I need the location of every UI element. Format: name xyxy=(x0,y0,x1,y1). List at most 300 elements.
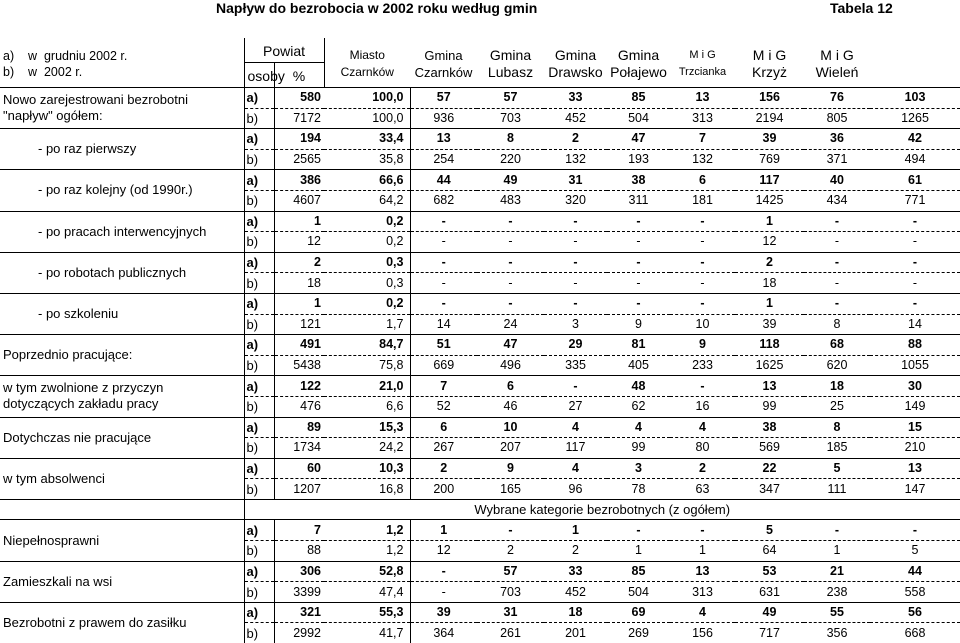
table-cell: - xyxy=(870,211,960,232)
table-cell: - xyxy=(804,211,870,232)
table-cell: 0,2 xyxy=(324,211,410,232)
table-row xyxy=(0,252,960,273)
table-cell: 6 xyxy=(670,170,735,191)
table-cell: 5 xyxy=(735,520,804,541)
table-cell: 386 xyxy=(274,170,324,191)
table-cell: 117 xyxy=(544,438,607,459)
table-cell: 936 xyxy=(410,108,477,129)
table-cell: 18 xyxy=(544,602,607,623)
table-cell: 194 xyxy=(274,129,324,150)
col-header-line2: Krzyż xyxy=(752,63,787,80)
table-cell: 569 xyxy=(735,438,804,459)
table-cell: 1 xyxy=(274,211,324,232)
table-cell: 121 xyxy=(274,314,324,335)
row-type-a: a) xyxy=(244,561,274,582)
col-header-polajewo xyxy=(607,38,670,88)
table-cell: 52,8 xyxy=(324,561,410,582)
table-row xyxy=(0,293,960,314)
table-cell: 771 xyxy=(870,190,960,211)
table-cell: 356 xyxy=(804,623,870,643)
table-cell: 10,3 xyxy=(324,458,410,479)
table-cell: 16,8 xyxy=(324,479,410,500)
table-cell: 2 xyxy=(544,129,607,150)
table-cell: 117 xyxy=(735,170,804,191)
table-cell: - xyxy=(804,252,870,273)
table-cell: 69 xyxy=(607,602,670,623)
table-row xyxy=(0,170,960,191)
table-cell: 63 xyxy=(670,479,735,500)
table-cell: 99 xyxy=(735,396,804,417)
table-cell: 15 xyxy=(870,417,960,438)
table-cell: - xyxy=(870,520,960,541)
table-cell: 85 xyxy=(607,88,670,109)
table-cell: 80 xyxy=(670,438,735,459)
row-label: Niepełnosprawni xyxy=(0,520,244,561)
table-cell: 185 xyxy=(804,438,870,459)
table-cell: 452 xyxy=(544,108,607,129)
table-cell: 311 xyxy=(607,190,670,211)
col-header-line1: Miasto xyxy=(349,47,385,62)
table-cell: 61 xyxy=(870,170,960,191)
table-cell: 805 xyxy=(804,108,870,129)
table-row xyxy=(0,561,960,582)
table-cell: 254 xyxy=(410,149,477,170)
table-cell: 3 xyxy=(607,458,670,479)
table-cell: 99 xyxy=(607,438,670,459)
table-cell: 88 xyxy=(274,541,324,562)
table-row xyxy=(0,211,960,232)
table-cell: 1 xyxy=(735,211,804,232)
table-cell: 8 xyxy=(477,129,544,150)
row-label: - po robotach publicznych xyxy=(0,252,244,293)
table-cell: 201 xyxy=(544,623,607,643)
table-cell: - xyxy=(870,252,960,273)
table-cell: 89 xyxy=(274,417,324,438)
table-cell: 122 xyxy=(274,376,324,397)
table-cell: 84,7 xyxy=(324,335,410,356)
table-cell: 0,3 xyxy=(324,252,410,273)
table-cell: 4 xyxy=(607,417,670,438)
table-cell: - xyxy=(410,293,477,314)
table-cell: 62 xyxy=(607,396,670,417)
table-cell: 2 xyxy=(735,252,804,273)
row-type-a: a) xyxy=(244,376,274,397)
table-cell: 5 xyxy=(870,541,960,562)
table-cell: 31 xyxy=(544,170,607,191)
table-cell: 364 xyxy=(410,623,477,643)
table-cell: 7 xyxy=(670,129,735,150)
table-cell: 13 xyxy=(870,458,960,479)
table-cell: 1,2 xyxy=(324,520,410,541)
row-type-a: a) xyxy=(244,129,274,150)
table-cell: 5 xyxy=(804,458,870,479)
legend-a: a) w grudniu 2002 r. xyxy=(3,48,128,63)
table-cell: - xyxy=(607,520,670,541)
table-cell: 85 xyxy=(607,561,670,582)
col-header-drawsko xyxy=(544,38,607,88)
table-cell: 669 xyxy=(410,355,477,376)
row-label: Nowo zarejestrowani bezrobotni "napływ" ogółem: xyxy=(0,88,244,129)
table-cell: - xyxy=(544,293,607,314)
table-cell: - xyxy=(410,252,477,273)
table-cell: - xyxy=(607,293,670,314)
row-type-b: b) xyxy=(244,314,274,335)
table-cell: 1 xyxy=(274,293,324,314)
table-cell: 13 xyxy=(735,376,804,397)
table-cell: 100,0 xyxy=(324,108,410,129)
table-cell: 57 xyxy=(477,561,544,582)
osoby-header: osoby xyxy=(244,63,274,88)
row-type-b: b) xyxy=(244,232,274,253)
table-cell: 38 xyxy=(607,170,670,191)
table-cell: 491 xyxy=(274,335,324,356)
row-type-a: a) xyxy=(244,211,274,232)
table-cell: - xyxy=(544,232,607,253)
table-cell: 18 xyxy=(735,273,804,294)
table-cell: 132 xyxy=(544,149,607,170)
table-cell: 35,8 xyxy=(324,149,410,170)
table-cell: 4 xyxy=(670,602,735,623)
row-type-a: a) xyxy=(244,458,274,479)
col-header-line2: Wieleń xyxy=(815,63,859,80)
table-cell: 504 xyxy=(607,582,670,603)
row-label: - po szkoleniu xyxy=(0,293,244,334)
table-cell: 64 xyxy=(735,541,804,562)
col-header-line1: Gmina xyxy=(424,47,463,63)
col-header-miasto-czarnkow xyxy=(324,38,410,88)
table-cell: 75,8 xyxy=(324,355,410,376)
page-title: Napływ do bezrobocia w 2002 roku według gmin xyxy=(216,0,538,16)
table-cell: 210 xyxy=(870,438,960,459)
table-cell: 55,3 xyxy=(324,602,410,623)
table-cell: 42 xyxy=(870,129,960,150)
table-cell: - xyxy=(607,232,670,253)
table-cell: 9 xyxy=(477,458,544,479)
table-cell: 49 xyxy=(477,170,544,191)
table-row xyxy=(0,88,960,109)
table-cell: 7 xyxy=(274,520,324,541)
table-cell: - xyxy=(477,252,544,273)
table-cell: - xyxy=(544,376,607,397)
table-cell: 405 xyxy=(607,355,670,376)
col-header-line1: Gmina xyxy=(554,46,597,63)
table-cell: 2 xyxy=(274,252,324,273)
col-header-line1: M i G xyxy=(752,46,787,63)
table-cell: 494 xyxy=(870,149,960,170)
table-cell: 96 xyxy=(544,479,607,500)
table-cell: 165 xyxy=(477,479,544,500)
table-cell: 13 xyxy=(670,88,735,109)
table-cell: 39 xyxy=(735,314,804,335)
table-cell: 193 xyxy=(607,149,670,170)
section-spacer xyxy=(0,499,244,520)
table-cell: 3399 xyxy=(274,582,324,603)
table-cell: 156 xyxy=(670,623,735,643)
legend-b: b) w 2002 r. xyxy=(3,64,83,79)
table-cell: 76 xyxy=(804,88,870,109)
table-cell: 68 xyxy=(804,335,870,356)
table-cell: 48 xyxy=(607,376,670,397)
row-type-b: b) xyxy=(244,396,274,417)
table-cell: 57 xyxy=(410,88,477,109)
table-row xyxy=(0,602,960,623)
table-cell: 682 xyxy=(410,190,477,211)
col-header-line1: Gmina xyxy=(617,46,660,63)
row-type-a: a) xyxy=(244,335,274,356)
table-cell: 620 xyxy=(804,355,870,376)
table-cell: 631 xyxy=(735,582,804,603)
row-type-a: a) xyxy=(244,520,274,541)
table-cell: - xyxy=(410,232,477,253)
table-cell: 66,6 xyxy=(324,170,410,191)
col-header-wielen xyxy=(804,38,870,88)
table-cell: 56 xyxy=(870,602,960,623)
table-cell: 8 xyxy=(804,314,870,335)
row-type-a: a) xyxy=(244,293,274,314)
table-cell: 1425 xyxy=(735,190,804,211)
table-cell: 717 xyxy=(735,623,804,643)
row-type-b: b) xyxy=(244,149,274,170)
header-row xyxy=(0,38,960,63)
table-cell: - xyxy=(410,582,477,603)
row-label: - po raz pierwszy xyxy=(0,129,244,170)
table-cell: 220 xyxy=(477,149,544,170)
row-type-b: b) xyxy=(244,582,274,603)
table-cell: 580 xyxy=(274,88,324,109)
row-label: w tym absolwenci xyxy=(0,458,244,499)
table-cell: 1 xyxy=(804,541,870,562)
table-cell: 12 xyxy=(410,541,477,562)
row-label: - po raz kolejny (od 1990r.) xyxy=(0,170,244,211)
row-type-b: b) xyxy=(244,623,274,643)
table-cell: 5438 xyxy=(274,355,324,376)
row-label: Dotychczas nie pracujące xyxy=(0,417,244,458)
table-cell: 13 xyxy=(410,129,477,150)
table-cell: 0,2 xyxy=(324,293,410,314)
table-cell: 18 xyxy=(274,273,324,294)
table-cell: 6 xyxy=(477,376,544,397)
table-cell: 2565 xyxy=(274,149,324,170)
table-cell: 703 xyxy=(477,108,544,129)
table-cell: 16 xyxy=(670,396,735,417)
table-cell: - xyxy=(410,211,477,232)
table-cell: 103 xyxy=(870,88,960,109)
table-cell: - xyxy=(670,232,735,253)
table-cell: 2 xyxy=(477,541,544,562)
row-type-a: a) xyxy=(244,88,274,109)
table-row xyxy=(0,129,960,150)
table-cell: 12 xyxy=(735,232,804,253)
table-cell: 558 xyxy=(870,582,960,603)
table-cell: 1 xyxy=(410,520,477,541)
row-type-a: a) xyxy=(244,417,274,438)
table-cell: 36 xyxy=(804,129,870,150)
legend-cell xyxy=(0,38,244,88)
col-header-line2: Połajewo xyxy=(610,63,667,80)
table-cell: 8 xyxy=(804,417,870,438)
col-header-line2: Czarnków xyxy=(414,64,473,80)
table-cell: - xyxy=(870,273,960,294)
table-cell: 313 xyxy=(670,108,735,129)
table-cell: - xyxy=(544,273,607,294)
table-cell: 335 xyxy=(544,355,607,376)
table-cell: 4607 xyxy=(274,190,324,211)
table-cell: - xyxy=(410,273,477,294)
table-cell: - xyxy=(544,252,607,273)
table-cell: 668 xyxy=(870,623,960,643)
table-cell: - xyxy=(670,252,735,273)
table-cell: 118 xyxy=(735,335,804,356)
table-cell: - xyxy=(870,232,960,253)
table-cell: 22 xyxy=(735,458,804,479)
table-cell: 46 xyxy=(477,396,544,417)
table-cell: - xyxy=(670,376,735,397)
col-header-line2: Trzcianka xyxy=(678,65,727,78)
table-cell: 29 xyxy=(544,335,607,356)
table-cell: 81 xyxy=(607,335,670,356)
table-cell: 238 xyxy=(804,582,870,603)
table-cell: 1207 xyxy=(274,479,324,500)
table-cell: 39 xyxy=(735,129,804,150)
row-type-b: b) xyxy=(244,190,274,211)
table-cell: 1734 xyxy=(274,438,324,459)
table-cell: 306 xyxy=(274,561,324,582)
table-cell: 267 xyxy=(410,438,477,459)
table-cell: 60 xyxy=(274,458,324,479)
table-cell: - xyxy=(477,273,544,294)
table-cell: 6,6 xyxy=(324,396,410,417)
section-title: Wybrane kategorie bezrobotnych (z ogółem) xyxy=(244,499,960,520)
table-cell: - xyxy=(804,232,870,253)
table-row xyxy=(0,458,960,479)
table-row xyxy=(0,417,960,438)
table-cell: 3 xyxy=(544,314,607,335)
table-cell: 2194 xyxy=(735,108,804,129)
table-cell: 434 xyxy=(804,190,870,211)
table-cell: 452 xyxy=(544,582,607,603)
row-type-b: b) xyxy=(244,479,274,500)
table-cell: 2 xyxy=(410,458,477,479)
table-cell: 2 xyxy=(670,458,735,479)
table-cell: - xyxy=(607,252,670,273)
table-cell: 1 xyxy=(544,520,607,541)
col-header-krzyz xyxy=(735,38,804,88)
table-cell: 47 xyxy=(607,129,670,150)
table-cell: - xyxy=(477,211,544,232)
table-cell: 100,0 xyxy=(324,88,410,109)
col-header-trzcianka xyxy=(670,38,735,88)
table-cell: 12 xyxy=(274,232,324,253)
table-cell: 33 xyxy=(544,88,607,109)
table-cell: 6 xyxy=(410,417,477,438)
table-cell: 33 xyxy=(544,561,607,582)
table-cell: 496 xyxy=(477,355,544,376)
row-label: Bezrobotni z prawem do zasiłku xyxy=(0,602,244,643)
percent-header: % xyxy=(274,63,324,88)
table-cell: 24 xyxy=(477,314,544,335)
table-cell: 88 xyxy=(870,335,960,356)
table-cell: - xyxy=(477,232,544,253)
table-cell: 1 xyxy=(735,293,804,314)
table-cell: 4 xyxy=(544,458,607,479)
table-cell: 371 xyxy=(804,149,870,170)
table-cell: 261 xyxy=(477,623,544,643)
row-label: Poprzednio pracujące: xyxy=(0,335,244,376)
table-cell: 476 xyxy=(274,396,324,417)
table-cell: 147 xyxy=(870,479,960,500)
table-cell: 132 xyxy=(670,149,735,170)
table-cell: 10 xyxy=(670,314,735,335)
col-header-line2: Lubasz xyxy=(487,63,534,80)
table-row xyxy=(0,335,960,356)
table-cell: 30 xyxy=(870,376,960,397)
table-cell: 156 xyxy=(735,88,804,109)
table-cell: 1 xyxy=(607,541,670,562)
table-cell: 47,4 xyxy=(324,582,410,603)
table-cell: 1,7 xyxy=(324,314,410,335)
table-cell: 233 xyxy=(670,355,735,376)
table-cell: 483 xyxy=(477,190,544,211)
powiat-header: Powiat xyxy=(244,38,324,63)
table-cell: 1625 xyxy=(735,355,804,376)
table-cell: - xyxy=(670,520,735,541)
table-cell: 44 xyxy=(410,170,477,191)
table-cell: 10 xyxy=(477,417,544,438)
table-cell: - xyxy=(544,211,607,232)
table-cell: 2992 xyxy=(274,623,324,643)
table-cell: - xyxy=(670,273,735,294)
row-label: w tym zwolnione z przyczyn dotyczących zakładu pracy xyxy=(0,376,244,417)
table-cell: 7 xyxy=(410,376,477,397)
table-cell: - xyxy=(607,211,670,232)
table-cell: 49 xyxy=(735,602,804,623)
table-cell: - xyxy=(607,273,670,294)
table-cell: - xyxy=(410,561,477,582)
table-cell: 4 xyxy=(544,417,607,438)
col-header-line1: M i G xyxy=(689,48,716,61)
table-cell: 78 xyxy=(607,479,670,500)
table-cell: 504 xyxy=(607,108,670,129)
table-cell: 47 xyxy=(477,335,544,356)
table-cell: 25 xyxy=(804,396,870,417)
table-cell: 149 xyxy=(870,396,960,417)
table-cell: 320 xyxy=(544,190,607,211)
table-cell: 44 xyxy=(870,561,960,582)
table-cell: 27 xyxy=(544,396,607,417)
table-cell: 57 xyxy=(477,88,544,109)
table-cell: - xyxy=(804,273,870,294)
table-cell: 347 xyxy=(735,479,804,500)
col-header-line2: Drawsko xyxy=(548,63,603,80)
table-cell: 18 xyxy=(804,376,870,397)
col-header-lubasz xyxy=(477,38,544,88)
table-cell: 39 xyxy=(410,602,477,623)
row-type-b: b) xyxy=(244,273,274,294)
table-cell: - xyxy=(477,520,544,541)
table-cell: 703 xyxy=(477,582,544,603)
table-cell: 9 xyxy=(670,335,735,356)
table-cell: 0,2 xyxy=(324,232,410,253)
row-type-a: a) xyxy=(244,602,274,623)
table-cell: 31 xyxy=(477,602,544,623)
table-cell: 14 xyxy=(870,314,960,335)
table-row xyxy=(0,376,960,397)
table-cell: 9 xyxy=(607,314,670,335)
col-header-gmina-czarnkow xyxy=(410,38,477,88)
table-cell: 7172 xyxy=(274,108,324,129)
table-cell: 1,2 xyxy=(324,541,410,562)
row-type-b: b) xyxy=(244,108,274,129)
